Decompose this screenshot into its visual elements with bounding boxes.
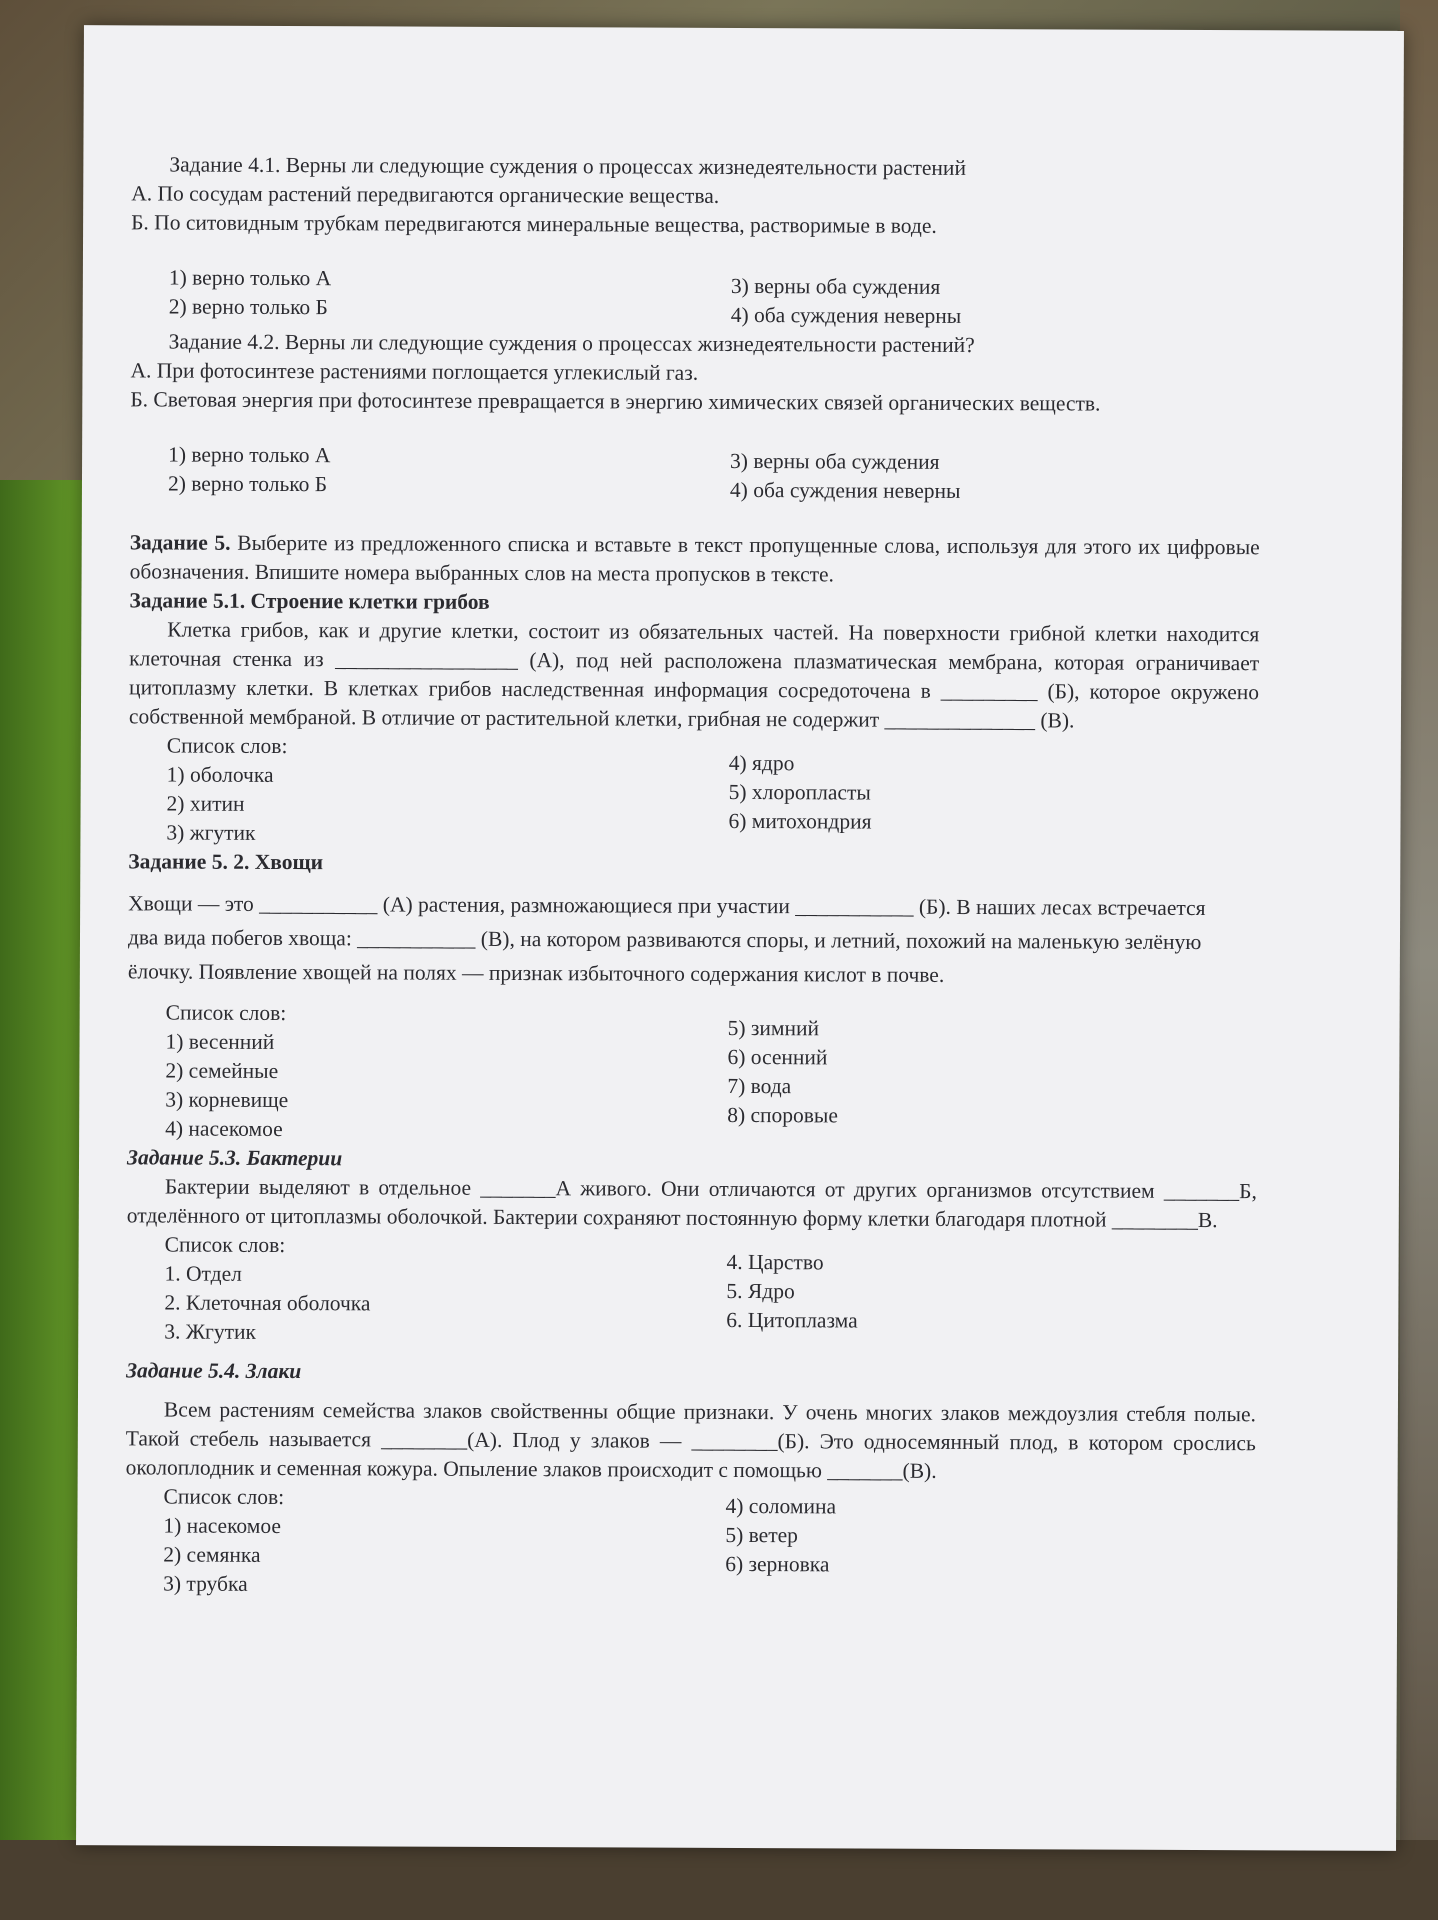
word-3: 3) жгутик: [166, 820, 256, 845]
task-4-1-statement-a: А. По сосудам растений передвигаются органические вещества.: [131, 181, 720, 208]
task-5-2-word-list: [127, 1015, 1257, 1148]
option-2: 2) верно только Б: [168, 294, 328, 320]
task-5-instruction: Выберите из предложенного списка и вставьте в текст пропущенные слова, используя для этого их цифровые обозначения. Впишите номера выбранных слов на места пропусков в тексте.: [129, 530, 1260, 587]
paper-sheet: [76, 25, 1404, 1851]
task-4-2-statement-b: Б. Световая энергия при фотосинтезе превращается в энергию химических связей органических веществ.: [130, 387, 1101, 416]
task-4-2-options: [130, 440, 1260, 507]
option-3: 3) верны оба суждения: [730, 273, 941, 299]
word-1: 1) насекомое: [163, 1513, 282, 1539]
word-2: 2) семейные: [165, 1058, 279, 1083]
word-6: 6) осенний: [727, 1044, 828, 1070]
option-3: 3) верны оба суждения: [730, 448, 940, 474]
word-5: 5) хлоропласты: [728, 779, 871, 805]
word-4: 4) насекомое: [165, 1116, 283, 1142]
task-5-3-title: Задание 5.3. Бактерии: [126, 1145, 343, 1171]
word-6: 6) митохондрия: [728, 808, 872, 834]
word-1: 1) весенний: [165, 1029, 275, 1054]
task-5-2-text: Хвощи — это ___________ (А) растения, размножающиеся при участии ___________ (Б). В наших лесах встречается два вида побегов хвоща: ___________ (В), на котором развиваются споры, и летний, похожий на маленькую зелёную ёлочку. Появление хвощей на полях — признак избыточного содержания кислот в почве.: [127, 891, 1206, 987]
task-5-4-text: Всем растениям семейства злаков свойственны общие признаки. У очень многих злаков междоузлия стебля полые. Такой стебель называется ________(А). Плод у злаков — ________(Б). Это односемянный плод, в котором срослись околоплодник и семенная кожура. Опыление злаков происходит с помощью _______(В).: [125, 1397, 1256, 1483]
word-7: 7) вода: [727, 1073, 792, 1099]
task-4-1-statement-b: Б. По ситовидным трубкам передвигаются минеральные вещества, растворимые в воде.: [131, 210, 937, 238]
word-3: 3. Жгутик: [164, 1319, 257, 1344]
task-5-1-word-list: [128, 750, 1258, 852]
task-4-1-title: Задание 4.1. Верны ли следующие суждения о процессах жизнедеятельности растений: [169, 152, 967, 180]
word-list-label: Список слов:: [165, 1000, 287, 1026]
word-4: 4) соломина: [725, 1493, 837, 1519]
word-3: 3) корневище: [165, 1087, 289, 1113]
word-8: 8) споровые: [727, 1102, 839, 1128]
task-5-2: [127, 847, 1258, 1148]
task-4-2-title: Задание 4.2. Верны ли следующие суждения о процессах жизнедеятельности растений?: [168, 329, 975, 358]
task-4-2-statement-a: А. При фотосинтезе растениями поглощается углекислый газ.: [130, 358, 699, 385]
option-2: 2) верно только Б: [167, 471, 328, 497]
task-5-1-title: Задание 5.1. Строение клетки грибов: [129, 588, 490, 614]
word-list-label: Список слов:: [164, 1232, 286, 1258]
task-5-3-word-list: [126, 1249, 1256, 1351]
task-5-1-text: Клетка грибов, как и другие клетки, состоит из обязательных частей. На поверхности грибной клетки находится клеточная стенка из _________________ (А), под ней расположена плазматическая мембрана, которая ограничивает цитоплазму клетки. В клетках грибов наследственная информация сосредоточена в _________ (Б), которое окружено собственной мембраной. В отличие от растительной клетки, грибная не содержит ______________ (В).: [128, 617, 1260, 733]
word-2: 2) хитин: [166, 791, 245, 816]
word-4: 4) ядро: [728, 750, 795, 776]
word-list-label: Список слов:: [166, 733, 288, 759]
task-4-2: [130, 327, 1261, 507]
task-5-2-title: Задание 5. 2. Хвощи: [128, 849, 324, 875]
task-4-1: [131, 150, 1262, 332]
worksheet-content: [125, 150, 1261, 1603]
word-list-label: Список слов:: [163, 1484, 285, 1510]
word-3: 3) трубка: [163, 1571, 248, 1596]
word-2: 2) семянка: [163, 1542, 261, 1567]
option-4: 4) оба суждения неверны: [729, 477, 961, 503]
word-2: 2. Клеточная оболочка: [164, 1290, 371, 1316]
task-5-3: [126, 1143, 1257, 1351]
word-5: 5) ветер: [725, 1522, 798, 1548]
task-5-title: Задание 5.: [129, 530, 231, 555]
task-4-1-options: [131, 263, 1261, 332]
task-5-4-title: Задание 5.4. Злаки: [126, 1358, 302, 1384]
word-5: 5) зимний: [727, 1015, 820, 1041]
word-5: 5. Ядро: [726, 1278, 795, 1304]
word-1: 1) оболочка: [166, 762, 274, 787]
task-5-3-text: Бактерии выделяют в отдельное _______А живого. Они отличаются от других организмов отсутствием _______Б, отделённого от цитоплазмы оболочкой. Бактерии сохраняют постоянную форму клетки благодаря плотной ________В.: [126, 1174, 1257, 1233]
task-5-4: [125, 1356, 1256, 1603]
background-floor: [0, 1840, 1438, 1920]
word-4: 4. Царство: [726, 1249, 824, 1275]
word-6: 6. Цитоплазма: [726, 1307, 858, 1333]
background-right-edge: [1400, 0, 1438, 1920]
word-1: 1. Отдел: [164, 1261, 242, 1286]
option-4: 4) оба суждения неверны: [730, 302, 962, 328]
option-1: 1) верно только А: [168, 442, 331, 468]
task-5: [130, 528, 1260, 591]
task-5-1: [128, 586, 1259, 852]
option-1: 1) верно только А: [168, 265, 332, 291]
word-6: 6) зерновка: [725, 1551, 830, 1577]
